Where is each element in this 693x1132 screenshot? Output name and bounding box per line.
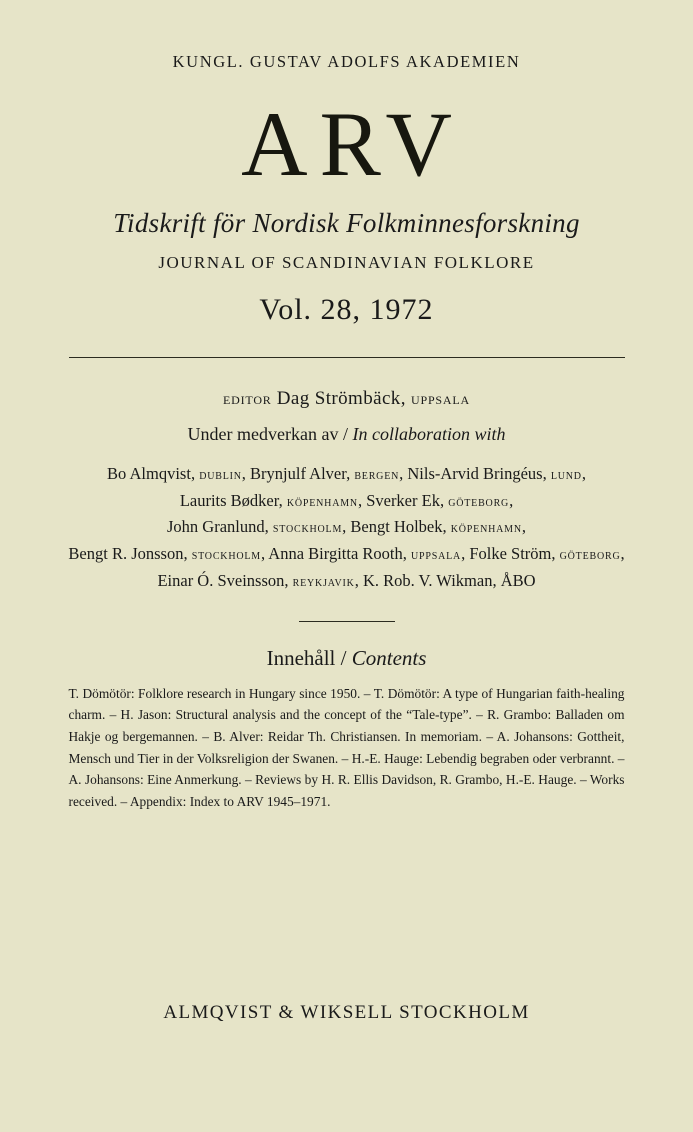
contents-text: T. Dömötör: Folklore research in Hungary since 1950. – T. Dömötör: A type of Hungarian faith-healing charm. – H. Jason: Structural analysis and the concept of the “Tale-type”. – R. Grambo: Balladen om Hakje og bergemannen. – B. Alver: Reidar Th. Christiansen. In memoriam. – A. Johansons: Gottheit, Mensch und Tier in der Volksreligion der Swanen. – H.-E. Hauge: Lebendig begraben oder verbrannt. – A. Johansons: Eine Anmerkung. – Reviews by H. R. Ellis Davidson, R. Grambo, H.-E. Hauge. – Works received. – Appendix: Index to ARV 1945–1971.	[68, 685, 625, 810]
journal-title: ARV	[241, 93, 464, 195]
editor-label: editor	[223, 389, 272, 408]
board-line: Bo Almqvist, dublin, Brynjulf Alver, bergen, Nils-Arvid Bringéus, lund,	[107, 464, 586, 483]
board-line: John Granlund, stockholm, Bengt Holbek, köpenhamn,	[167, 517, 526, 537]
publisher-line: ALMQVIST & WIKSELL STOCKHOLM	[163, 1002, 530, 1023]
journal-cover-page	[0, 52, 693, 1132]
journal-subtitle-swedish: Tidskrift för Nordisk Folkminnesforskning	[113, 208, 580, 238]
board-line: Bengt R. Jonsson, stockholm, Anna Birgitta Rooth, uppsala, Folke Ström, göteborg,	[68, 544, 625, 564]
contents-heading	[60, 646, 633, 671]
collaboration-line	[60, 424, 633, 445]
collaboration-swedish: Under medverkan av	[187, 424, 339, 444]
journal-subtitle-english: JOURNAL OF SCANDINAVIAN FOLKLORE	[158, 253, 535, 272]
editor-name: Dag Strömbäck,	[276, 388, 406, 409]
board-line: Einar Ó. Sveinsson, reykjavik, K. Rob. V. Wikman, ÅBO	[157, 570, 536, 590]
contents-heading-english: Contents	[351, 645, 427, 670]
collaboration-english: In collaboration with	[352, 424, 506, 444]
academy-line: KUNGL. GUSTAV ADOLFS AKADEMIEN	[172, 52, 521, 71]
board-line: Laurits Bødker, köpenhamn, Sverker Ek, göteborg,	[179, 490, 514, 510]
divider-rule-short	[299, 621, 395, 622]
editor-place: uppsala	[411, 389, 470, 408]
contents-heading-swedish: Innehåll	[266, 645, 336, 670]
collaboration-separator: /	[342, 424, 348, 444]
divider-rule-top	[69, 357, 625, 358]
contents-heading-separator: /	[340, 645, 347, 670]
volume-line: Vol. 28, 1972	[259, 293, 434, 326]
editorial-board	[60, 461, 633, 595]
editor-line	[60, 388, 633, 410]
